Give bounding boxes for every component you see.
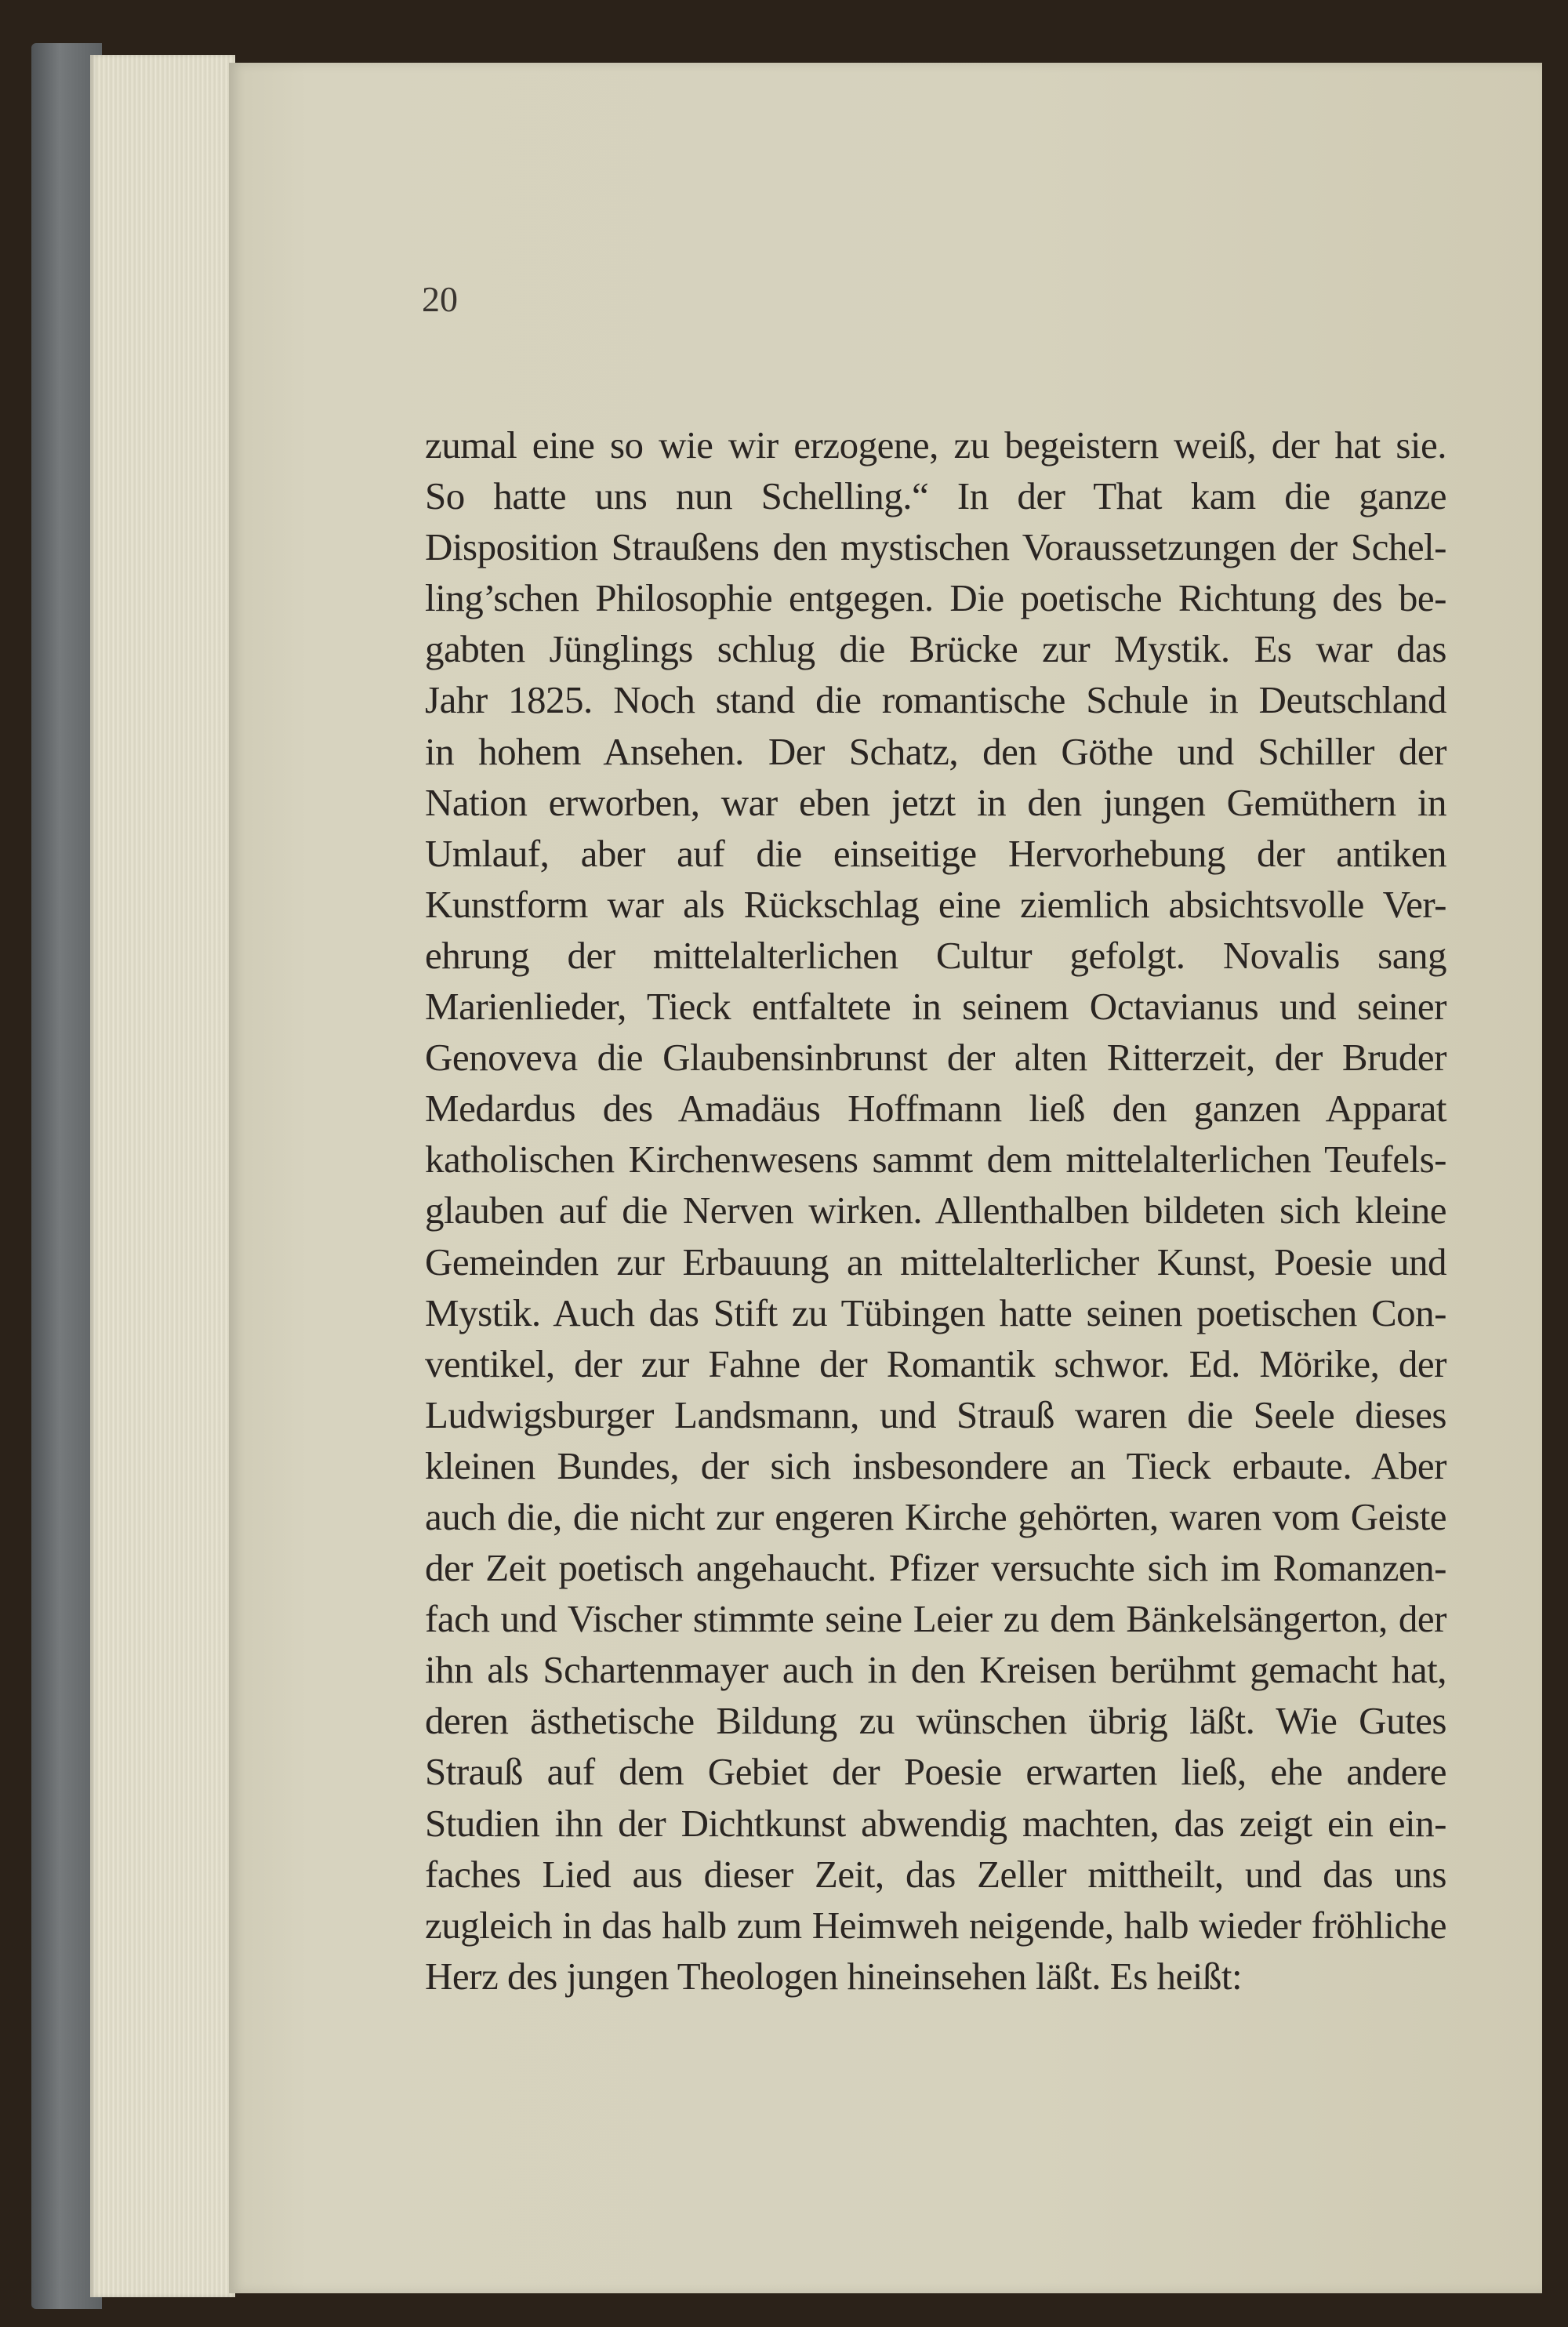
text-line: ihn als Schartenmayer auch in den Kreisen berühmt gemacht hat,: [425, 1648, 1446, 1692]
text-line: zugleich in das halb zum Heimweh neigende, halb wieder fröhliche: [425, 1903, 1446, 1947]
text-line: Kunstform war als Rückschlag eine ziemlich absichtsvolle Ver-: [425, 882, 1446, 926]
text-line: Disposition Straußens den mystischen Voraussetzungen der Schel-: [425, 525, 1446, 569]
page-number: 20: [422, 279, 458, 319]
text-line: Herz des jungen Theologen hineinsehen läßt. Es heißt:: [425, 1954, 1243, 1998]
text-line: kleinen Bundes, der sich insbesondere an Tieck erbaute. Aber: [425, 1443, 1446, 1487]
text-line: gabten Jünglings schlug die Brücke zur Mystik. Es war das: [425, 627, 1446, 671]
text-line: ehrung der mittelalterlichen Cultur gefolgt. Novalis sang: [425, 933, 1446, 977]
text-line: Genoveva die Glaubensinbrunst der alten Ritterzeit, der Bruder: [425, 1036, 1446, 1080]
text-line: Studien ihn der Dichtkunst abwendig machten, das zeigt ein ein-: [425, 1801, 1446, 1845]
text-line: katholischen Kirchenwesens sammt dem mittelalterlichen Teufels-: [425, 1138, 1446, 1182]
text-line: So hatte uns nun Schelling.“ In der That kam die ganze: [425, 474, 1446, 518]
text-line: fach und Vischer stimmte seine Leier zu dem Bänkelsängerton, der: [425, 1597, 1446, 1641]
text-line: Strauß auf dem Gebiet der Poesie erwarten ließ, ehe andere: [425, 1750, 1446, 1794]
text-line: Umlauf, aber auf die einseitige Hervorhebung der antiken: [425, 831, 1446, 875]
text-line: Jahr 1825. Noch stand die romantische Schule in Deutschland: [425, 678, 1446, 722]
text-line: der Zeit poetisch angehaucht. Pfizer versuchte sich im Romanzen-: [425, 1546, 1446, 1590]
page-edges: [90, 55, 235, 2297]
text-line: glauben auf die Nerven wirken. Allenthalben bildeten sich kleine: [425, 1189, 1446, 1232]
book-page: [229, 63, 1542, 2293]
body-text: [425, 419, 1446, 2002]
text-line: Ludwigsburger Landsmann, und Strauß waren die Seele dieses: [425, 1392, 1446, 1436]
text-line: zumal eine so wie wir erzogene, zu begeistern weiß, der hat sie.: [425, 423, 1446, 466]
text-line: Medardus des Amadäus Hoffmann ließ den ganzen Apparat: [425, 1087, 1446, 1131]
text-line: ventikel, der zur Fahne der Romantik schwor. Ed. Mörike, der: [425, 1341, 1446, 1385]
text-line: in hohem Ansehen. Der Schatz, den Göthe und Schiller der: [425, 729, 1446, 773]
text-line: faches Lied aus dieser Zeit, das Zeller mittheilt, und das uns: [425, 1852, 1446, 1896]
text-line: ling’schen Philosophie entgegen. Die poetische Richtung des be-: [425, 576, 1446, 620]
text-line: Nation erworben, war eben jetzt in den jungen Gemüthern in: [425, 780, 1446, 824]
text-line: deren ästhetische Bildung zu wünschen übrig läßt. Wie Gutes: [425, 1699, 1446, 1743]
text-line: auch die, die nicht zur engeren Kirche gehörten, waren vom Geiste: [425, 1494, 1446, 1538]
text-line: Mystik. Auch das Stift zu Tübingen hatte seinen poetischen Con-: [425, 1291, 1446, 1334]
text-line: Gemeinden zur Erbauung an mittelalterlicher Kunst, Poesie und: [425, 1240, 1446, 1283]
text-line: Marienlieder, Tieck entfaltete in seinem Octavianus und seiner: [425, 985, 1446, 1029]
